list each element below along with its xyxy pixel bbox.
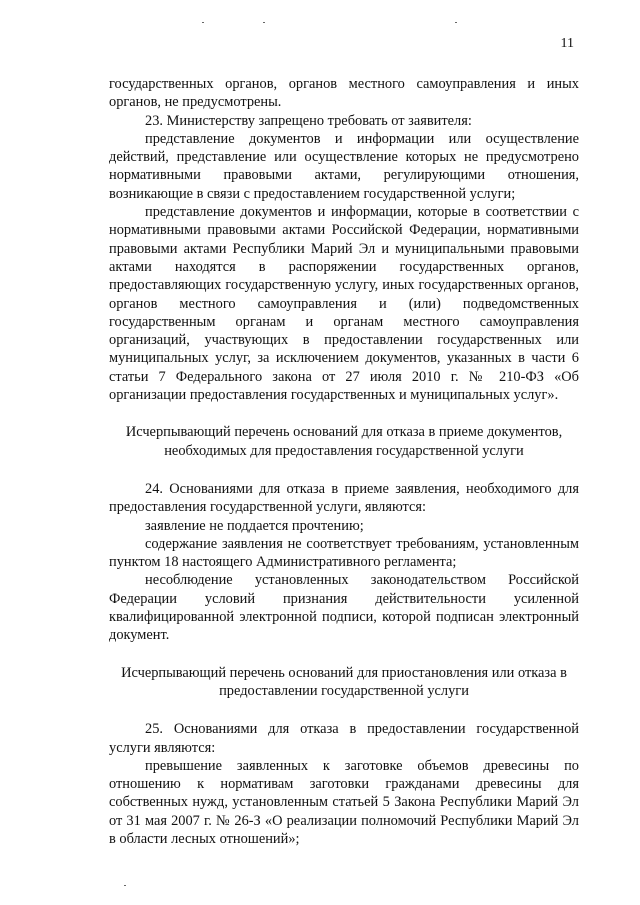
scan-mark xyxy=(124,885,126,886)
scan-mark xyxy=(202,22,204,23)
section-heading-refusal-documents: Исчерпывающий перечень оснований для отказа в приеме документов, необходимых для предоставления государственной услуги xyxy=(125,424,563,459)
paragraph-prohibition-2: представление документов и информации, которые в соответствии с нормативными правовыми актами Российской Федерации, нормативными правовыми актами Республики Марий Эл и муниципальными правовыми актами находятся в распоряжении государственных органов, предоставляющих государственную услугу, иных государственных органов, органов местного самоуправления и (или) подведомственных государственным органам и органам местного самоуправления организаций, участвующих в предоставлении государственных или муниципальных услуг, за исключением документов, указанных в части 6 статьи 7 Федерального закона от 27 июля 2010 г. № 210-ФЗ «Об организации предоставления государственных и муниципальных услуг». xyxy=(109,204,579,404)
page-number: 11 xyxy=(560,36,574,51)
paragraph-continuation: государственных органов, органов местного самоуправления и иных органов, не предусмотрены. xyxy=(109,76,579,111)
paragraph-item-23: 23. Министерству запрещено требовать от заявителя: xyxy=(145,112,472,129)
paragraph-signature: несоблюдение установленных законодательством Российской Федерации условий признания действительности усиленной квалифицированной электронной подписи, которой подписан электронный документ. xyxy=(109,572,579,644)
paragraph-volume-excess: превышение заявленных к заготовке объемов древесины по отношению к нормативам заготовки гражданами древесины для собственных нужд, установленным статьей 5 Закона Республики Марий Эл от 31 мая 2007 г. № 26-З «О реализации полномочий Республики Марий Эл в области лесных отношений»; xyxy=(109,757,579,847)
document-body xyxy=(109,75,579,848)
paragraph-mismatch: содержание заявления не соответствует требованиям, установленным пунктом 18 настоящего Административного регламента; xyxy=(109,535,579,571)
paragraph-item-24: 24. Основаниями для отказа в приеме заявления, необходимого для предоставления государственной услуги, являются: xyxy=(109,480,579,516)
paragraph-unreadable: заявление не поддается прочтению; xyxy=(145,517,364,534)
paragraph-prohibition-1: представление документов и информации или осуществление действий, представление или осуществление которых не предусмотрено нормативными правовыми актами, регулирующими отношения, возникающие в связи с предоставлением государственной услуги; xyxy=(109,130,579,202)
scan-mark xyxy=(263,22,265,23)
section-heading-refusal-service: Исчерпывающий перечень оснований для приостановления или отказа в предоставлении государственной услуги xyxy=(121,664,567,699)
scan-mark xyxy=(455,22,457,23)
paragraph-item-25: 25. Основаниями для отказа в предоставлении государственной услуги являются: xyxy=(109,721,579,756)
